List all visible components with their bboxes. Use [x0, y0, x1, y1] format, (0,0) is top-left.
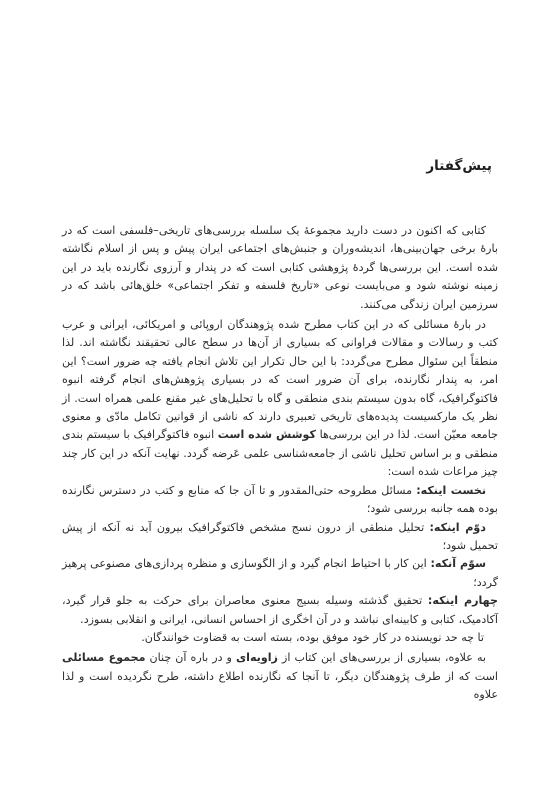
list-item-text: مسائل مطروحه حتی‌المقدور و تا آن جا که منابع و کتب در دسترس نگارنده بوده همه جانبه بررسی شود؛: [62, 483, 498, 516]
list-item-text: تحقیق گذشته وسیله بسیج معنوی معاصران برای حرکت به جلو قرار گیرد، آکادمیک، کتابی و کابینه‌ای نباشد و در آن اخگری از احساس انسانی، ایرانی و انقلابی بسوزد.: [62, 594, 498, 626]
paragraph-intro: کتابی که اکنون در دست دارید مجموعهٔ یک سلسله بررسی‌های تاریخی–فلسفی است که در بارهٔ برخی جهان‌بینی‌ها، اندیشه‌وران و جنبش‌های اجتماعی ایران پیش و پس از اسلام نگاشته شده است. این بررسی‌ها گردهٔ پژوهشی کتابی است که در پندار و آرزوی نگارنده باید در این زمینه نوشته شود و می‌بایست نوعی «تاریخ فلسفه و تفکر اجتماعی» خلق‌هائی باشد که در سرزمین ایران زندگی می‌کنند.: [62, 224, 498, 311]
bold-phrase: کوشش شده است: [217, 428, 316, 442]
paragraph-angle-start: به علاوه، بسیاری از بررسی‌های این کتاب از: [281, 651, 486, 665]
paragraph-judgement: تا چه حد نویسنده در کار خود موفق بوده، بسته است به قضاوت خوانندگان.: [141, 630, 484, 644]
list-item-third: [62, 555, 498, 592]
paragraph-angle-end: است که از طرف پژوهندگان دیگر، تا آنجا که نگارنده اطلاع داشته، طرح نگردیده است و لذا علاوه: [62, 669, 498, 702]
paragraph-angle-mid: و در باره آن چنان: [149, 651, 232, 665]
body-text: [62, 222, 498, 705]
page-title: پیش‌گفتار: [426, 158, 492, 174]
list-item-label: چهارم اینکه:: [427, 594, 499, 608]
list-item-fourth: [62, 592, 498, 629]
bold-phrase: زاویه‌ای: [235, 651, 278, 665]
bold-phrase: مجموع مسائلی: [62, 651, 146, 665]
list-item-text: تحلیل منطقی از درون نسج مشخص فاکتوگرافیک بیرون آید نه آنکه از پیش تحمیل شود؛: [62, 520, 498, 552]
list-item-second: [62, 519, 498, 556]
paragraph-issues-end: انبوه فاکتوگرافیک با سیستم بندی منطقی و بر اساس تحلیل ناشی از جامعه‌شناسی علمی عَرضه گردد. نهایت آنکه در این کار چند چیز مراعات شده است:: [62, 428, 498, 479]
list-item-label: دوّم اینکه:: [429, 520, 486, 534]
list-item-label: سوّم آنکه:: [430, 557, 486, 571]
paragraph-angle: [62, 649, 498, 704]
paragraph-issues: [62, 316, 498, 482]
list-item-text: این کار با احتیاط انجام گیرد و از الگوسازی و منظره پردازی‌های مصنوعی پرهیز گردد؛: [62, 557, 498, 589]
paragraph-issues-text: در بارهٔ مسائلی که در این کتاب مطرح شده پژوهندگان اروپائی و امریکائی، ایرانی و عرب کتب و رسالات و مقالات فراوانی که بسیاری از آن‌ها در سطح عالی تحقیقند نگاشته اند. لذا منطقاً این سئوال مطرح می‌گردد: با این حال تکرار این تلاش انجام یافته چه ضرور است؟ این امر، به پندار نگارنده، برای آن ضرور است که در بسیاری پژوهش‌های انجام گرفته انبوه فاکتوگرافیک، گاه بدون سیستم بندی منطقی و گاه با تحلیل‌های غیر مقنع علمی همراه است. از نظر یک مارکسیست پدیده‌های تاریخی تعبیری دارند که ناشی از قوانین تکامل مادّی و معنوی جامعه معیّن است. لذا در این بررسی‌ها: [62, 318, 498, 442]
list-item-label: نخست اینکه:: [416, 483, 486, 497]
list-item-first: [62, 482, 498, 519]
